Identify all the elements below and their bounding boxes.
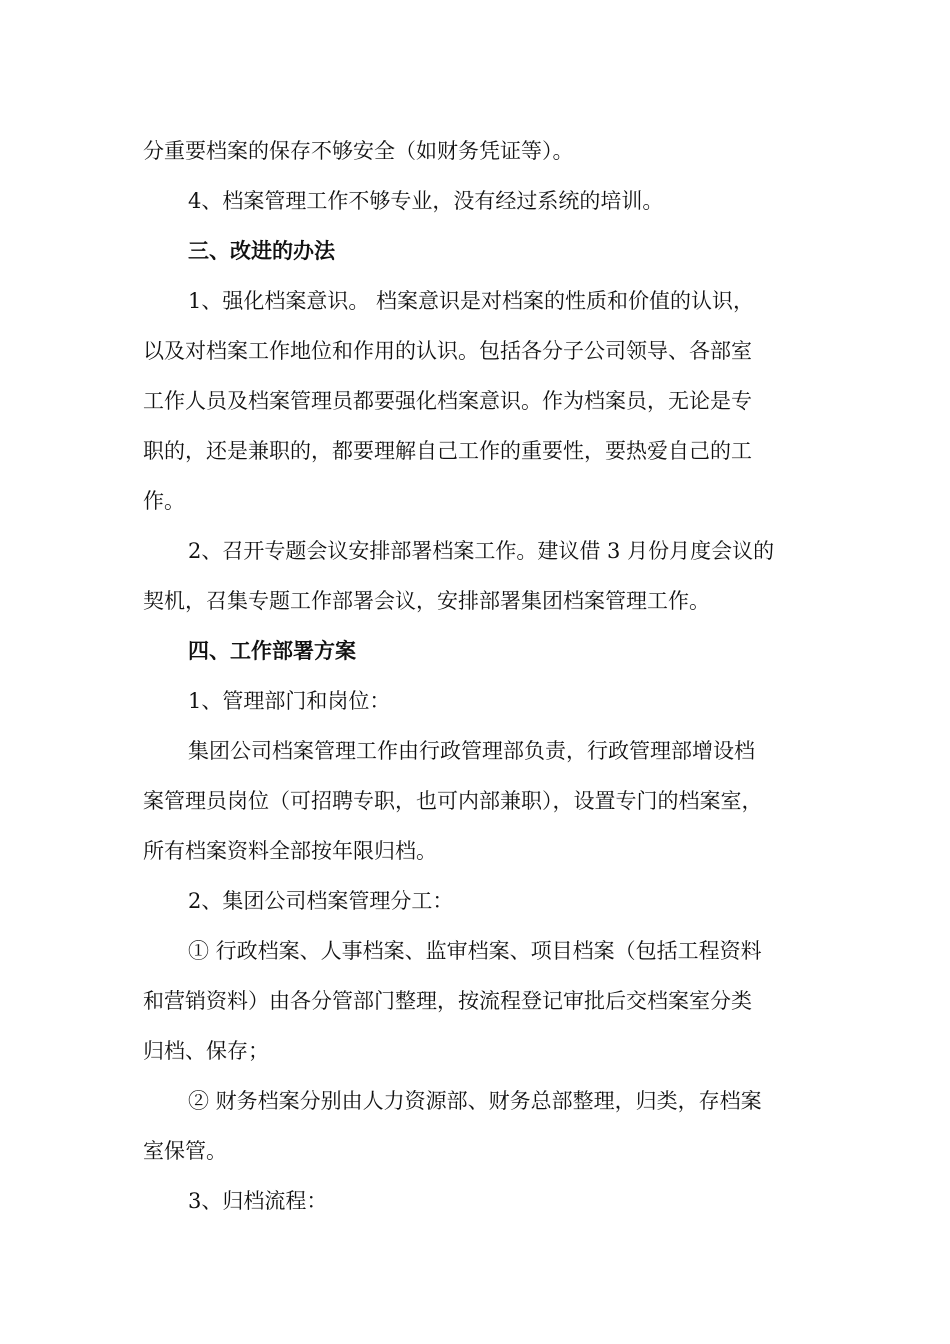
paragraph-line: 所有档案资料全部按年限归档。: [143, 839, 437, 863]
paragraph-line: 归档、保存；: [143, 1039, 269, 1063]
paragraph-line: 工作人员及档案管理员都要强化档案意识。作为档案员，无论是专: [143, 389, 752, 413]
section-heading-deployment: 四、工作部署方案: [188, 638, 356, 663]
list-item-4: 4、档案管理工作不够专业，没有经过系统的培训。: [188, 189, 664, 213]
paragraph-line: 职的，还是兼职的，都要理解自己工作的重要性，要热爱自己的工: [143, 439, 752, 463]
paragraph-line: ① 行政档案、人事档案、监审档案、项目档案（包括工程资料: [188, 939, 762, 963]
paragraph-line: 2、集团公司档案管理分工：: [188, 889, 454, 913]
paragraph-line: 集团公司档案管理工作由行政管理部负责，行政管理部增设档: [188, 739, 755, 763]
paragraph-line: 案管理员岗位（可招聘专职，也可内部兼职），设置专门的档案室，: [143, 789, 763, 813]
paragraph-line: 1、强化档案意识。 档案意识是对档案的性质和价值的认识，: [188, 289, 755, 313]
paragraph-line: 2、召开专题会议安排部署档案工作。建议借 3 月份月度会议的: [188, 539, 775, 563]
paragraph-line: 契机，召集专题工作部署会议，安排部署集团档案管理工作。: [143, 589, 710, 613]
paragraph-line: ② 财务档案分别由人力资源部、财务总部整理，归类，存档案: [188, 1089, 762, 1113]
paragraph-line: 以及对档案工作地位和作用的认识。包括各分子公司领导、各部室: [143, 339, 752, 363]
section-heading-improvement: 三、改进的办法: [188, 238, 335, 263]
paragraph-line: 和营销资料）由各分管部门整理，按流程登记审批后交档案室分类: [143, 989, 752, 1013]
paragraph-line: 作。: [143, 489, 185, 513]
paragraph-line: 3、归档流程：: [188, 1189, 328, 1213]
paragraph-line: 室保管。: [143, 1139, 227, 1163]
paragraph-continuation: 分重要档案的保存不够安全（如财务凭证等）。: [143, 139, 574, 163]
paragraph-line: 1、管理部门和岗位：: [188, 689, 391, 713]
